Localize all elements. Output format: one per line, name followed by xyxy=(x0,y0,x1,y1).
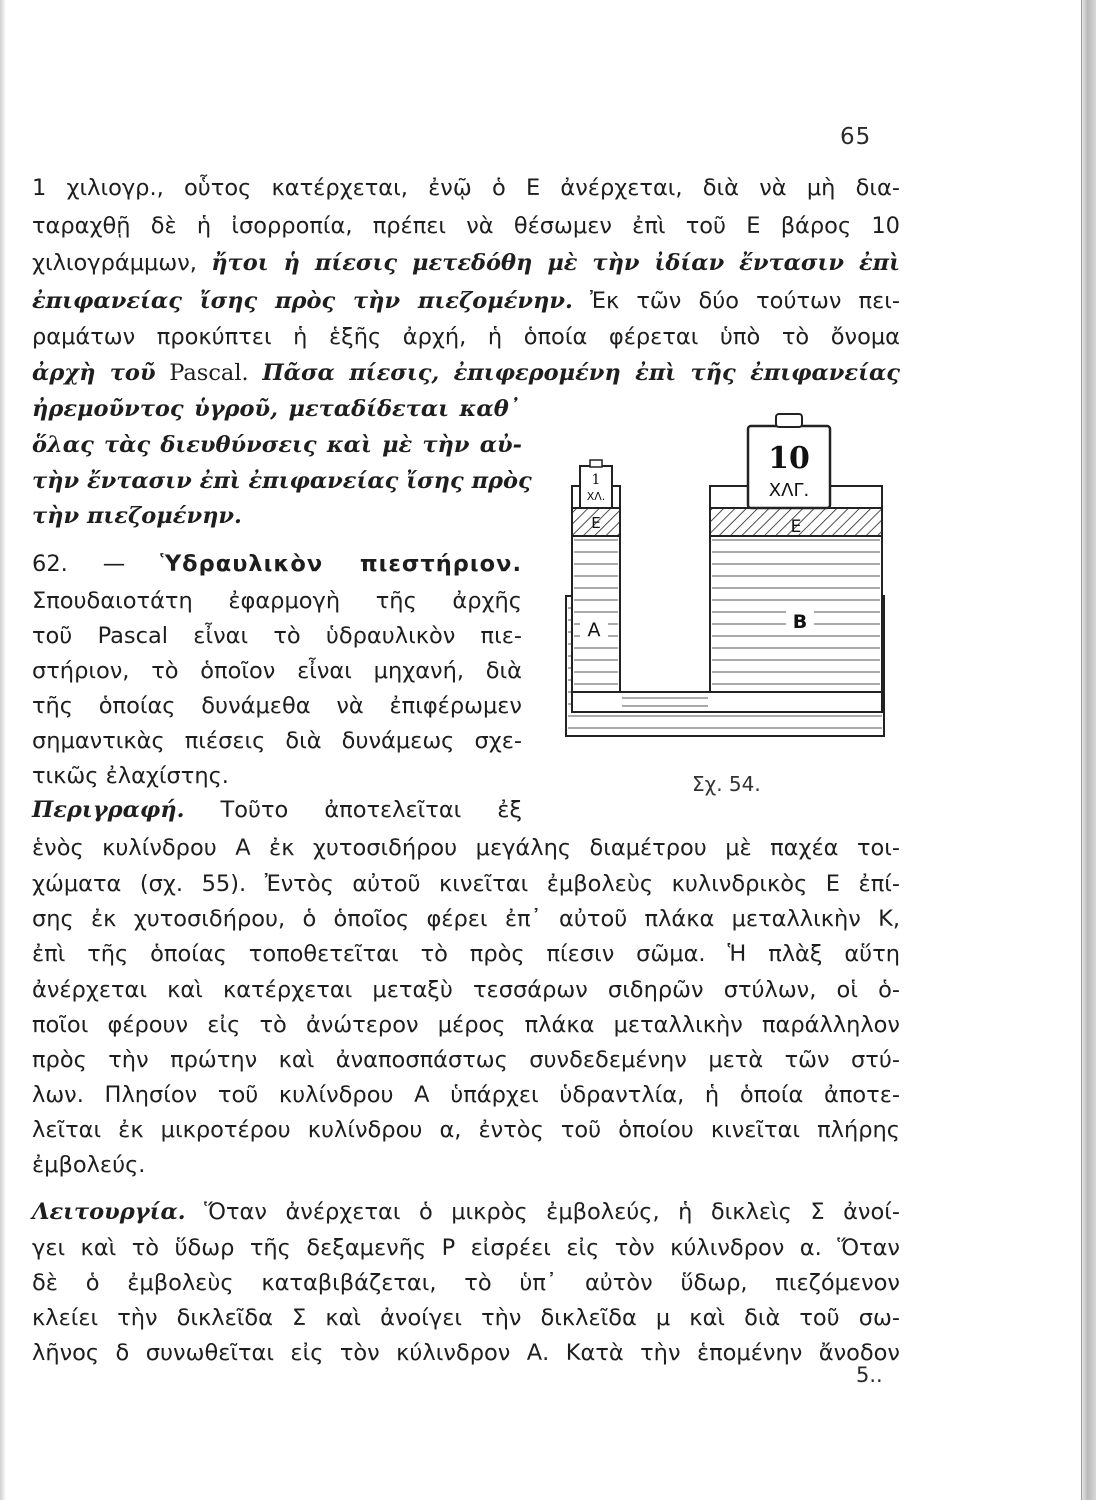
signature-mark: 5.. xyxy=(856,1363,883,1387)
small-weight-value: 1 xyxy=(591,472,601,488)
figure-communicating-vessels xyxy=(560,400,890,770)
text-line: σης ἐκ χυτοσιδήρου, ὁ ὁποῖος φέρει ἐπ᾽ αὐτοῦ πλάκα μεταλλικὴν Κ, xyxy=(32,906,900,932)
text-line: στήριον, τὸ ὁποῖον εἶναι μηχανή, διὰ xyxy=(32,658,522,684)
section-heading xyxy=(32,548,522,580)
figure-caption: Σχ. 54. xyxy=(692,772,761,796)
page-number: 65 xyxy=(840,124,872,150)
text-line: ἐπὶ τῆς ὁποίας τοποθετεῖται τὸ πρὸς πίεσιν σῶμα. Ἡ πλὰξ αὕτη xyxy=(32,941,900,967)
big-weight-unit: ΧΛΓ. xyxy=(768,480,810,501)
section-number: 62. — xyxy=(32,551,126,577)
text-line: Περιγραφή. Τοῦτο ἀποτελεῖται ἐξ xyxy=(32,797,522,823)
text-line: 1 χιλιογρ., οὗτος κατέρχεται, ἐνῷ ὁ Ε ἀνέρχεται, διὰ νὰ μὴ δια- xyxy=(32,175,900,201)
text-line: χιλιογράμμων, ἤτοι ἡ πίεσις μετεδόθη μὲ τὴν ἰδίαν ἔντασιν ἐπὶ xyxy=(32,250,900,276)
text-line: ἐμβολεύς. xyxy=(32,1152,146,1178)
text-line: ποῖοι φέρουν εἰς τὸ ἀνώτερον μέρος πλάκα μεταλλικὴν παράλληλον xyxy=(32,1012,900,1038)
section-title: Ὑδραυλικὸν πιεστήριον. xyxy=(160,551,523,577)
text-line: ἀνέρχεται καὶ κατέρχεται μεταξὺ τεσσάρων σιδηρῶν στύλων, οἱ ὁ- xyxy=(32,977,900,1003)
text-line: λεῖται ἐκ μικροτέρου κυλίνδρου α, ἐντὸς τοῦ ὁποίου κινεῖται πλήρης xyxy=(32,1117,900,1143)
text-line: Σπουδαιοτάτη ἐφαρμογὴ τῆς ἀρχῆς xyxy=(32,588,522,614)
text-line: ραμάτων προκύπτει ἡ ἑξῆς ἀρχή, ἡ ὁποία φέρεται ὑπὸ τὸ ὄνομα xyxy=(32,324,900,350)
text-line: ὅλας τὰς διευθύνσεις καὶ μὲ τὴν αὐ- xyxy=(32,432,522,458)
text-line: τῆς ὁποίας δυνάμεθα νὰ ἐπιφέρωμεν xyxy=(32,693,522,719)
page-right-edge xyxy=(1081,0,1096,1500)
text-line: χώματα (σχ. 55). Ἐντὸς αὐτοῦ κινεῖται ἐμβολεὺς κυλινδρικὸς Ε ἐπί- xyxy=(32,871,900,897)
big-weight-value: 10 xyxy=(768,441,810,476)
piston-big-label: Ε xyxy=(790,517,802,537)
vessel-b-label: Β xyxy=(792,611,808,633)
text-line: ἐπιφανείας ἴσης πρὸς τὴν πιεζομένην. Ἐκ τῶν δύο τούτων πει- xyxy=(32,288,900,314)
description-label: Περιγραφή. xyxy=(32,797,185,823)
text-line: τοῦ Pascal εἶναι τὸ ὑδραυλικὸν πιε- xyxy=(32,623,522,649)
text-line: ἑνὸς κυλίνδρου Α ἐκ χυτοσιδήρου μεγάλης διαμέτρου μὲ παχέα τοι- xyxy=(32,835,900,861)
text-line: σημαντικὰς πιέσεις διὰ δυνάμεως σχε- xyxy=(32,728,522,754)
piston-small-label: Ε xyxy=(591,514,601,532)
small-weight-unit: ΧΛ. xyxy=(586,490,606,503)
text-line: τὴν ἔντασιν ἐπὶ ἐπιφανείας ἴσης πρὸς xyxy=(32,468,532,494)
operation-label: Λειτουργία. xyxy=(32,1199,186,1225)
page-left-shadow xyxy=(0,0,6,1500)
text-line: λῆνος δ συνωθεῖται εἰς τὸν κύλινδρον Α. Κατὰ τὴν ἑπομένην ἄνοδον xyxy=(32,1340,900,1366)
text-line: Λειτουργία. Ὅταν ἀνέρχεται ὁ μικρὸς ἐμβολεύς, ἡ δικλεὶς Σ ἀνοί- xyxy=(32,1199,900,1225)
vessel-a-label: Α xyxy=(587,619,601,641)
text-line: ἀρχὴ τοῦ Pascal. Πᾶσα πίεσις, ἐπιφερομένη ἐπὶ τῆς ἐπιφανείας xyxy=(32,360,900,386)
text-line: πρὸς τὴν πρώτην καὶ ἀναποσπάστως συνδεδεμένην μετὰ τῶν στύ- xyxy=(32,1047,900,1073)
text-line: κλείει τὴν δικλεῖδα Σ καὶ ἀνοίγει τὴν δικλεῖδα μ καὶ διὰ τοῦ σω- xyxy=(32,1305,900,1331)
text-line: τικῶς ἐλαχίστης. xyxy=(32,763,229,789)
text-line: ταραχθῇ δὲ ἡ ἰσορροπία, πρέπει νὰ θέσωμεν ἐπὶ τοῦ Ε βάρος 10 xyxy=(32,213,900,239)
text-line: δὲ ὁ ἐμβολεὺς καταβιβάζεται, τὸ ὑπ᾽ αὐτὸν ὕδωρ, πιεζόμενον xyxy=(32,1270,900,1296)
text-line: γει καὶ τὸ ὕδωρ τῆς δεξαμενῆς Ρ εἰσρέει εἰς τὸν κύλινδρον α. Ὅταν xyxy=(32,1235,900,1261)
text-line: τὴν πιεζομένην. xyxy=(32,503,242,529)
text-line: ἠρεμοῦντος ὑγροῦ, μεταδίδεται καθ᾽ xyxy=(32,396,520,422)
text-line: λων. Πλησίον τοῦ κυλίνδρου Α ὑπάρχει ὑδραντλία, ἡ ὁποία ἀποτε- xyxy=(32,1082,900,1108)
connector-tube xyxy=(572,692,882,712)
